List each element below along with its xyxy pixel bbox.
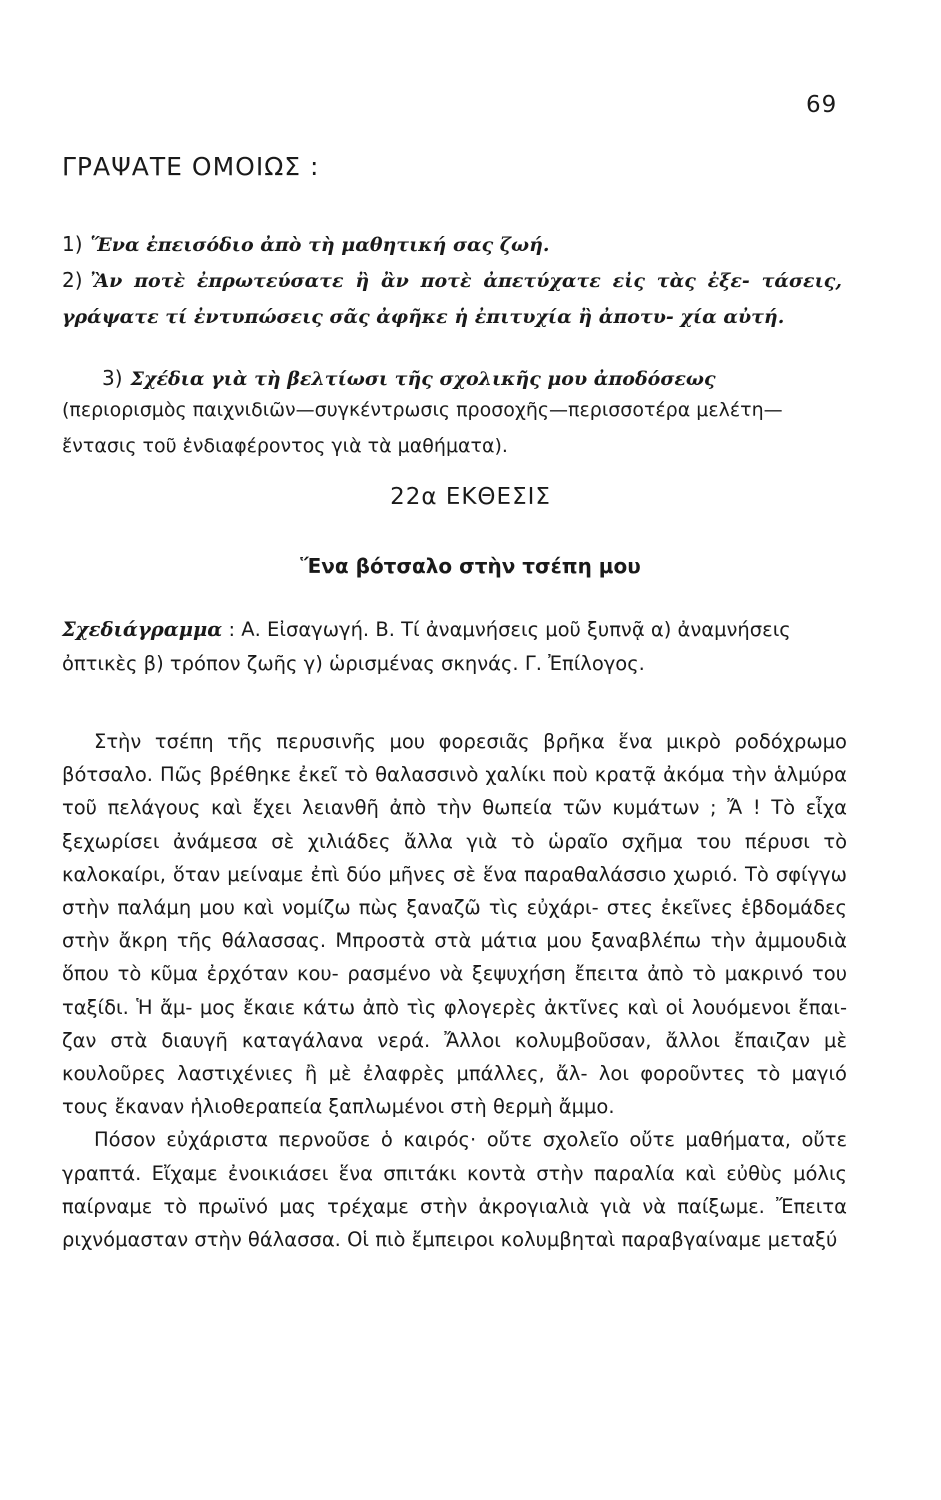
topic-title: Ἕνα ἐπεισόδιο ἀπὸ τὴ μαθητική σας ζωή. <box>90 234 550 256</box>
topic-number: 1) <box>62 232 83 256</box>
essay-paragraph: Πόσον εὐχάριστα περνοῦσε ὁ καιρός· οὔτε σχολεῖο οὔτε μαθήματα, οὔτε γραπτά. Εἴχαμε ἐνοικιάσει ἕνα σπιτάκι κοντὰ στὴν παραλία καὶ εὐθὺς μόλις παίρναμε τὸ πρωϊνό μας τρέχαμε στὴν ἀκρογιαλιὰ γιὰ νὰ παίξωμε. Ἔπειτα ριχνόμασταν στὴν θάλασσα. Οἱ πιὸ ἔμπειροι κολυμβηταὶ παραβγαίναμε μεταξύ <box>62 1128 847 1252</box>
essay-outline <box>62 613 847 681</box>
outline-label: Σχεδιάγραμμα <box>62 618 223 641</box>
topic-item-2 <box>62 262 842 335</box>
topic-title: Σχέδια γιὰ τὴ βελτίωσι τῆς σχολικῆς μου ἀποδόσεως <box>130 368 716 390</box>
essay-paragraph: Στὴν τσέπη τῆς περυσινῆς μου φορεσιᾶς βρῆκα ἕνα μικρὸ ροδόχρωμο βότσαλο. Πῶς βρέθηκε ἐκεῖ τὸ θαλασσινὸ χαλίκι ποὺ κρατᾷ ἀκόμα τὴν ἁλμύρα τοῦ πελάγους καὶ ἔχει λειανθῆ ἀπὸ τὴν θωπεία τῶν κυμάτων ; Ἄ ! Τὸ εἶχα ξεχωρίσει ἀνάμεσα σὲ χιλιάδες ἄλλα γιὰ τὸ ὡραῖο σχῆμα του πέρυσι τὸ καλοκαίρι, ὅταν μείναμε ἐπὶ δύο μῆνες σὲ ἕνα παραθαλάσσιο χωριό. Τὸ σφίγγω στὴν παλάμη μου καὶ νομίζω πὼς ξαναζῶ τὶς εὐχάρι- στες ἐκεῖνες ἑβδομάδες στὴν ἄκρη τῆς θάλασσας. Μπροστὰ στὰ μάτια μου ξαναβλέπω τὴν ἀμμουδιὰ ὅπου τὸ κῦμα ἐρχόταν κου- ρασμένο νὰ ξεψυχήση ἔπειτα ἀπὸ τὸ μακρινό του ταξίδι. Ἡ ἄμ- μος ἔκαιε κάτω ἀπὸ τὶς φλογερὲς ἀκτῖνες καὶ οἱ λουόμενοι ἔπαι- ζαν στὰ διαυγῆ καταγάλανα νερά. Ἄλλοι κολυμβοῦσαν, ἄλλοι ἔπαιζαν μὲ κουλοῦρες λαστιχένιες ἢ μὲ ἐλαφρὲς μπάλλες, ἄλ- λοι φοροῦντες τὸ μαγιό τους ἔκαναν ἡλιοθεραπεία ξαπλωμένοι στὴ θερμὴ ἄμμο. <box>62 730 847 1119</box>
essay-number: 22α ΕΚΘΕΣΙΣ <box>390 484 551 510</box>
topic-title: Ἂν ποτὲ ἐπρωτεύσατε ἢ ἂν ποτὲ ἀπετύχατε εἰς τὰς ἐξε- τάσεις, γράψατε τί ἐντυπώσεις σᾶς ἀφῆκε ἡ ἐπιτυχία ἢ ἀποτυ- χία αὐτή. <box>62 270 842 328</box>
essay-body <box>62 725 847 1256</box>
topic-item-1 <box>62 226 842 263</box>
essay-title: Ἕνα βότσαλο στὴν τσέπη μου <box>300 554 641 578</box>
topic-number: 3) <box>102 366 123 390</box>
topic-note: (περιορισμὸς παιχνιδιῶν—συγκέντρωσις προσοχῆς—περισσοτέρα μελέτη—ἔντασις τοῦ ἐνδιαφέροντος γιὰ τὰ μαθήματα). <box>62 399 783 457</box>
page-number: 69 <box>806 92 838 118</box>
topic-number: 2) <box>62 268 83 292</box>
section-heading: ΓΡΑΨΑΤΕ ΟΜΟΙΩΣ : <box>62 152 320 181</box>
outline-text: : Α. Εἰσαγωγή. Β. Τί ἀναμνήσεις μοῦ ξυπνᾷ α) ἀναμνήσεις ὀπτικὲς β) τρόπον ζωῆς γ) ὡρισμένας σκηνάς. Γ. Ἐπίλογος. <box>62 618 791 675</box>
